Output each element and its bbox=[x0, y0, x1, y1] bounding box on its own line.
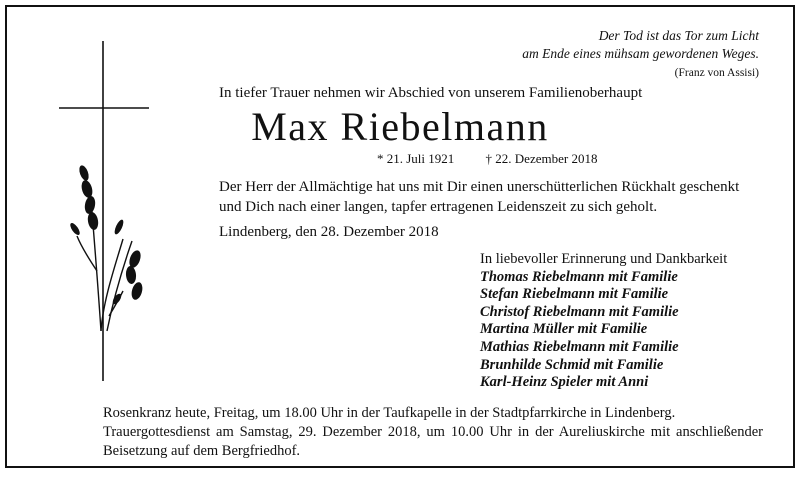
service-info bbox=[103, 404, 763, 461]
message-text bbox=[219, 177, 779, 217]
quote-line-1: Der Tod ist das Tor zum Licht bbox=[598, 28, 759, 43]
birth-date: * 21. Juli 1921 bbox=[377, 151, 455, 166]
quote-line-2: am Ende eines mühsam gewordenen Weges. bbox=[522, 46, 759, 61]
mourners-list bbox=[480, 269, 727, 392]
death-date: † 22. Dezember 2018 bbox=[485, 151, 598, 166]
quote-author: (Franz von Assisi) bbox=[674, 67, 759, 79]
deceased-name: Max Riebelmann bbox=[251, 104, 549, 149]
place-date: Lindenberg, den 28. Dezember 2018 bbox=[219, 224, 439, 240]
message-line-1: Der Herr der Allmächtige hat uns mit Dir einen unerschütterlichen Rückhalt geschenkt bbox=[219, 179, 740, 195]
mourner-item: Brunhilde Schmid mit Familie bbox=[480, 356, 664, 373]
mourner-item: Thomas Riebelmann mit Familie bbox=[480, 268, 678, 285]
intro-text: In tiefer Trauer nehmen wir Abschied von unserem Familienoberhaupt bbox=[219, 85, 643, 101]
cross-with-wheat-icon bbox=[57, 41, 157, 381]
thanks-heading: In liebevoller Erinnerung und Dankbarkeit bbox=[480, 251, 728, 267]
message-line-2: und Dich nach einer langen, tapfer ertragenen Leidenszeit zu sich geholt. bbox=[219, 199, 658, 215]
service-line-2: Trauergottesdienst am Samstag, 29. Dezember 2018, um 10.00 Uhr in der Aureliuskirche mit anschließender bbox=[103, 424, 763, 440]
mourner-item: Karl-Heinz Spieler mit Anni bbox=[480, 374, 649, 391]
mourner-item: Stefan Riebelmann mit Familie bbox=[480, 286, 669, 303]
life-dates bbox=[377, 151, 625, 167]
mourner-item: Mathias Riebelmann mit Familie bbox=[480, 338, 679, 355]
mourner-item: Martina Müller mit Familie bbox=[480, 321, 648, 338]
service-line-1: Rosenkranz heute, Freitag, um 18.00 Uhr in der Taufkapelle in der Stadtpfarrkirche in Lindenberg. bbox=[103, 405, 676, 421]
obituary-notice bbox=[5, 5, 795, 468]
mourners-block bbox=[480, 251, 727, 392]
quote-block bbox=[522, 27, 759, 82]
mourner-item: Christof Riebelmann mit Familie bbox=[480, 303, 679, 320]
service-line-3: Beisetzung auf dem Bergfriedhof. bbox=[103, 443, 301, 459]
